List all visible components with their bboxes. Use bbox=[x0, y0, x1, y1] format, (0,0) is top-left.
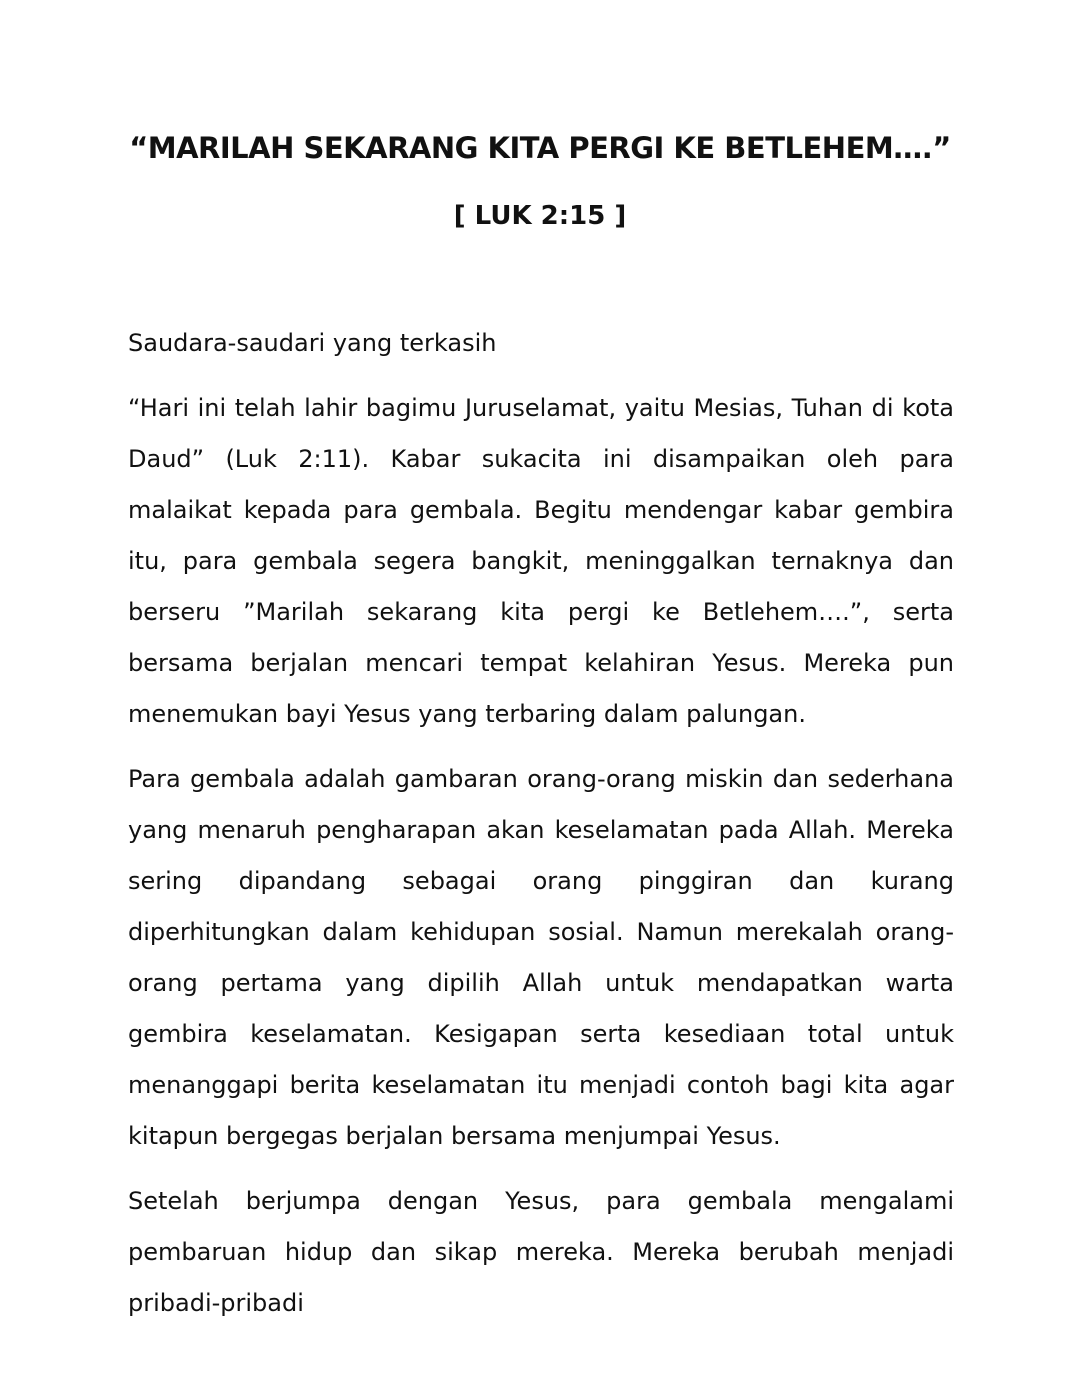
document-title: “MARILAH SEKARANG KITA PERGI KE BETLEHEM….” bbox=[129, 131, 951, 165]
paragraph-3: Setelah berjumpa dengan Yesus, para gembala mengalami pembaruan hidup dan sikap mereka. Mereka berubah menjadi pribadi-pribadi bbox=[128, 1187, 954, 1317]
document-body bbox=[128, 318, 954, 1343]
scripture-reference: [ LUK 2:15 ] bbox=[453, 201, 627, 231]
greeting-line: Saudara-saudari yang terkasih bbox=[128, 329, 497, 357]
paragraph-2: Para gembala adalah gambaran orang-orang miskin dan sederhana yang menaruh pengharapan akan keselamatan pada Allah. Mereka sering dipandang sebagai orang pinggiran dan kurang diperhitungkan dalam kehidupan sosial. Namun merekalah orang-orang pertama yang dipilih Allah untuk mendapatkan warta gembira keselamatan. Kesigapan serta kesediaan total untuk menanggapi berita keselamatan itu menjadi contoh bagi kita agar kitapun bergegas berjalan bersama menjumpai Yesus. bbox=[128, 765, 954, 1150]
paragraph-1: “Hari ini telah lahir bagimu Juruselamat, yaitu Mesias, Tuhan di kota Daud” (Luk 2:11). Kabar sukacita ini disampaikan oleh para malaikat kepada para gembala. Begitu mendengar kabar gembira itu, para gembala segera bangkit, meninggalkan ternaknya dan berseru ”Marilah sekarang kita pergi ke Betlehem….”, serta bersama berjalan mencari tempat kelahiran Yesus. Mereka pun menemukan bayi Yesus yang terbaring dalam palungan. bbox=[128, 394, 954, 728]
